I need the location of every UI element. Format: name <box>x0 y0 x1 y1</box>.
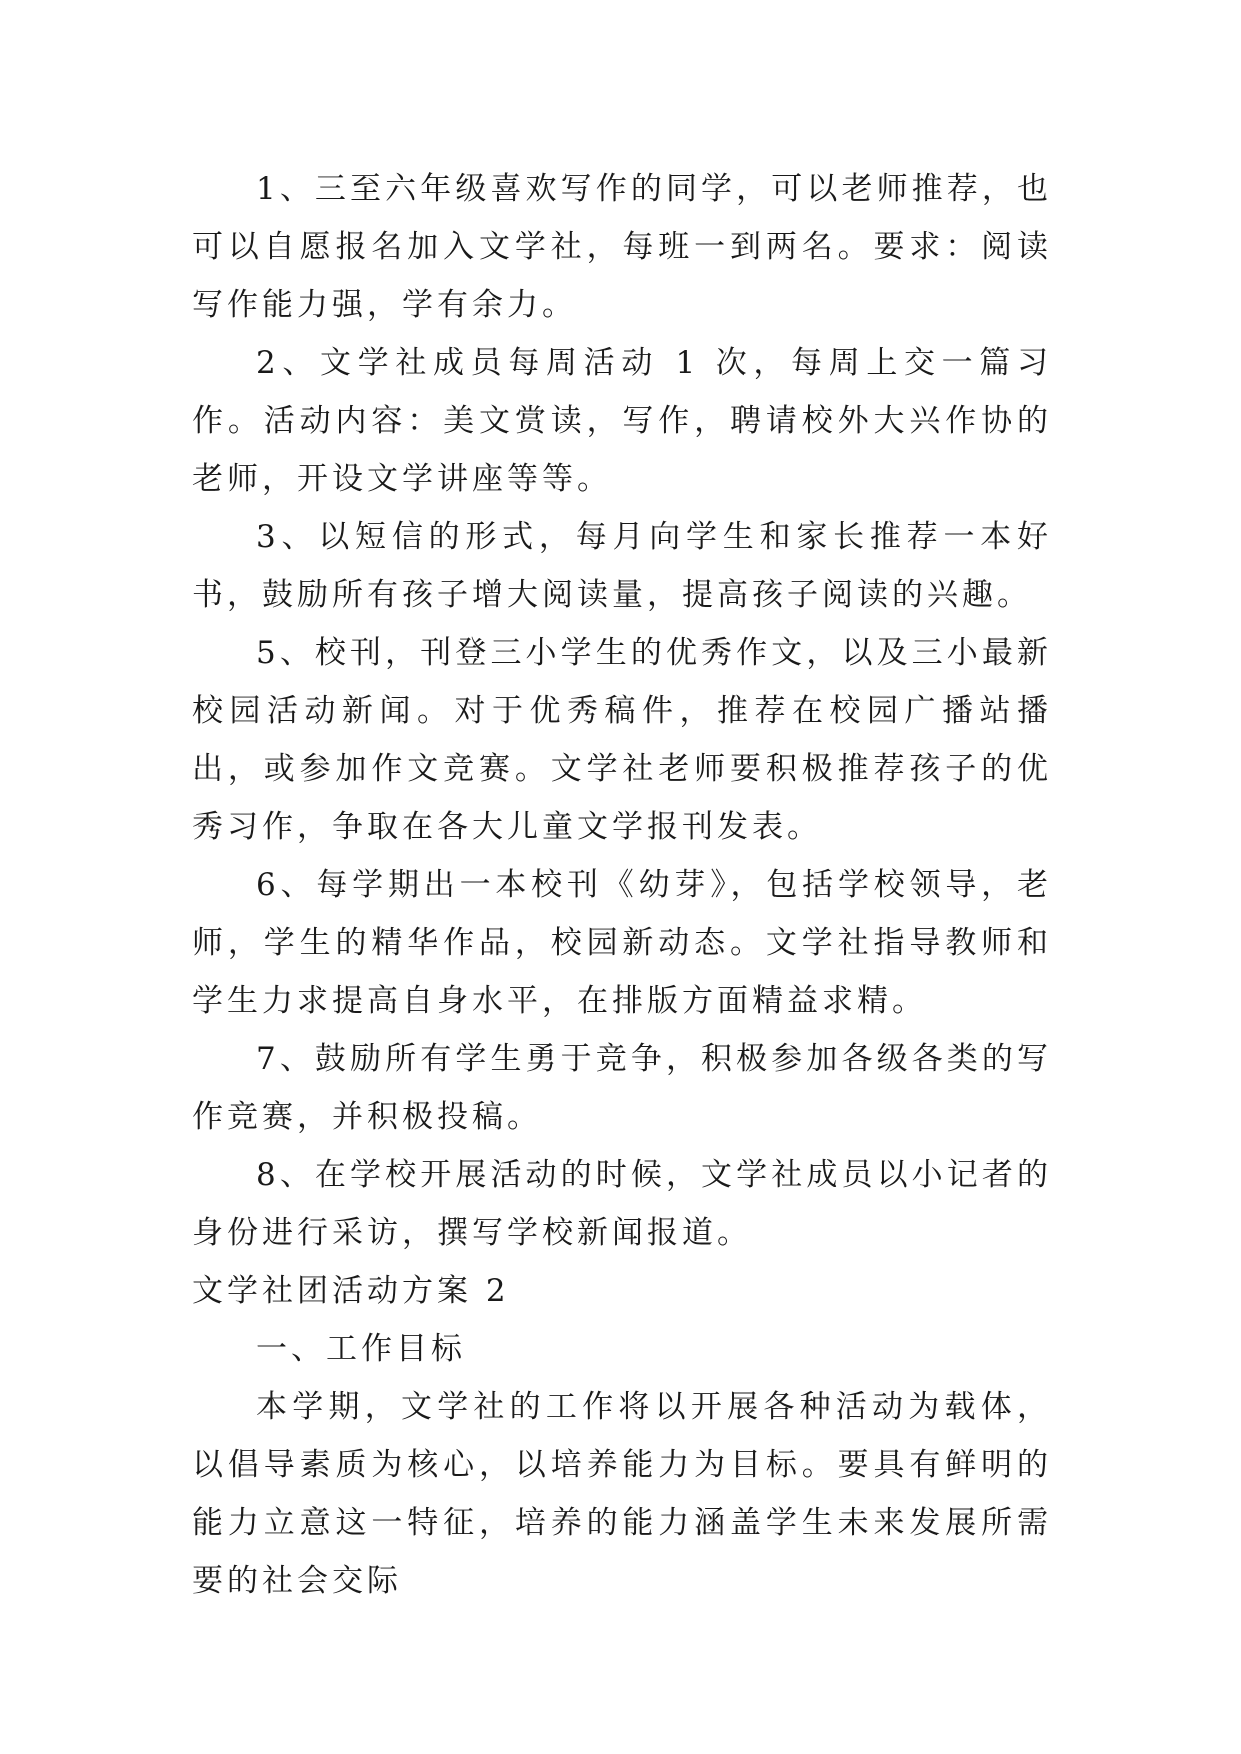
paragraph-1: 1、三至六年级喜欢写作的同学，可以老师推荐，也可以自愿报名加入文学社，每班一到两名。要求：阅读写作能力强，学有余力。 <box>192 171 1052 323</box>
paragraph-3: 3、以短信的形式，每月向学生和家长推荐一本好书，鼓励所有孩子增大阅读量，提高孩子阅读的兴趣。 <box>192 519 1052 613</box>
paragraph-5: 5、校刊，刊登三小学生的优秀作文，以及三小最新校园活动新闻。对于优秀稿件，推荐在校园广播站播出，或参加作文竞赛。文学社老师要积极推荐孩子的优秀习作，争取在各大儿童文学报刊发表。 <box>192 635 1052 845</box>
paragraph-8: 8、在学校开展活动的时候，文学社成员以小记者的身份进行采访，撰写学校新闻报道。 <box>192 1157 1052 1251</box>
paragraph-2: 2、文学社成员每周活动 1 次，每周上交一篇习作。活动内容：美文赏读，写作，聘请校外大兴作协的老师，开设文学讲座等等。 <box>192 345 1052 497</box>
paragraph-7: 7、鼓励所有学生勇于竞争，积极参加各级各类的写作竞赛，并积极投稿。 <box>192 1041 1052 1135</box>
subheading: 一、工作目标 <box>256 1331 466 1367</box>
section-paragraph: 本学期，文学社的工作将以开展各种活动为载体，以倡导素质为核心，以培养能力为目标。要具有鲜明的能力立意这一特征，培养的能力涵盖学生未来发展所需要的社会交际 <box>192 1389 1052 1599</box>
section-title: 文学社团活动方案 2 <box>192 1273 510 1309</box>
document-body <box>192 160 1052 1610</box>
paragraph-6: 6、每学期出一本校刊《幼芽》，包括学校领导，老师，学生的精华作品，校园新动态。文学社指导教师和学生力求提高自身水平，在排版方面精益求精。 <box>192 867 1052 1019</box>
